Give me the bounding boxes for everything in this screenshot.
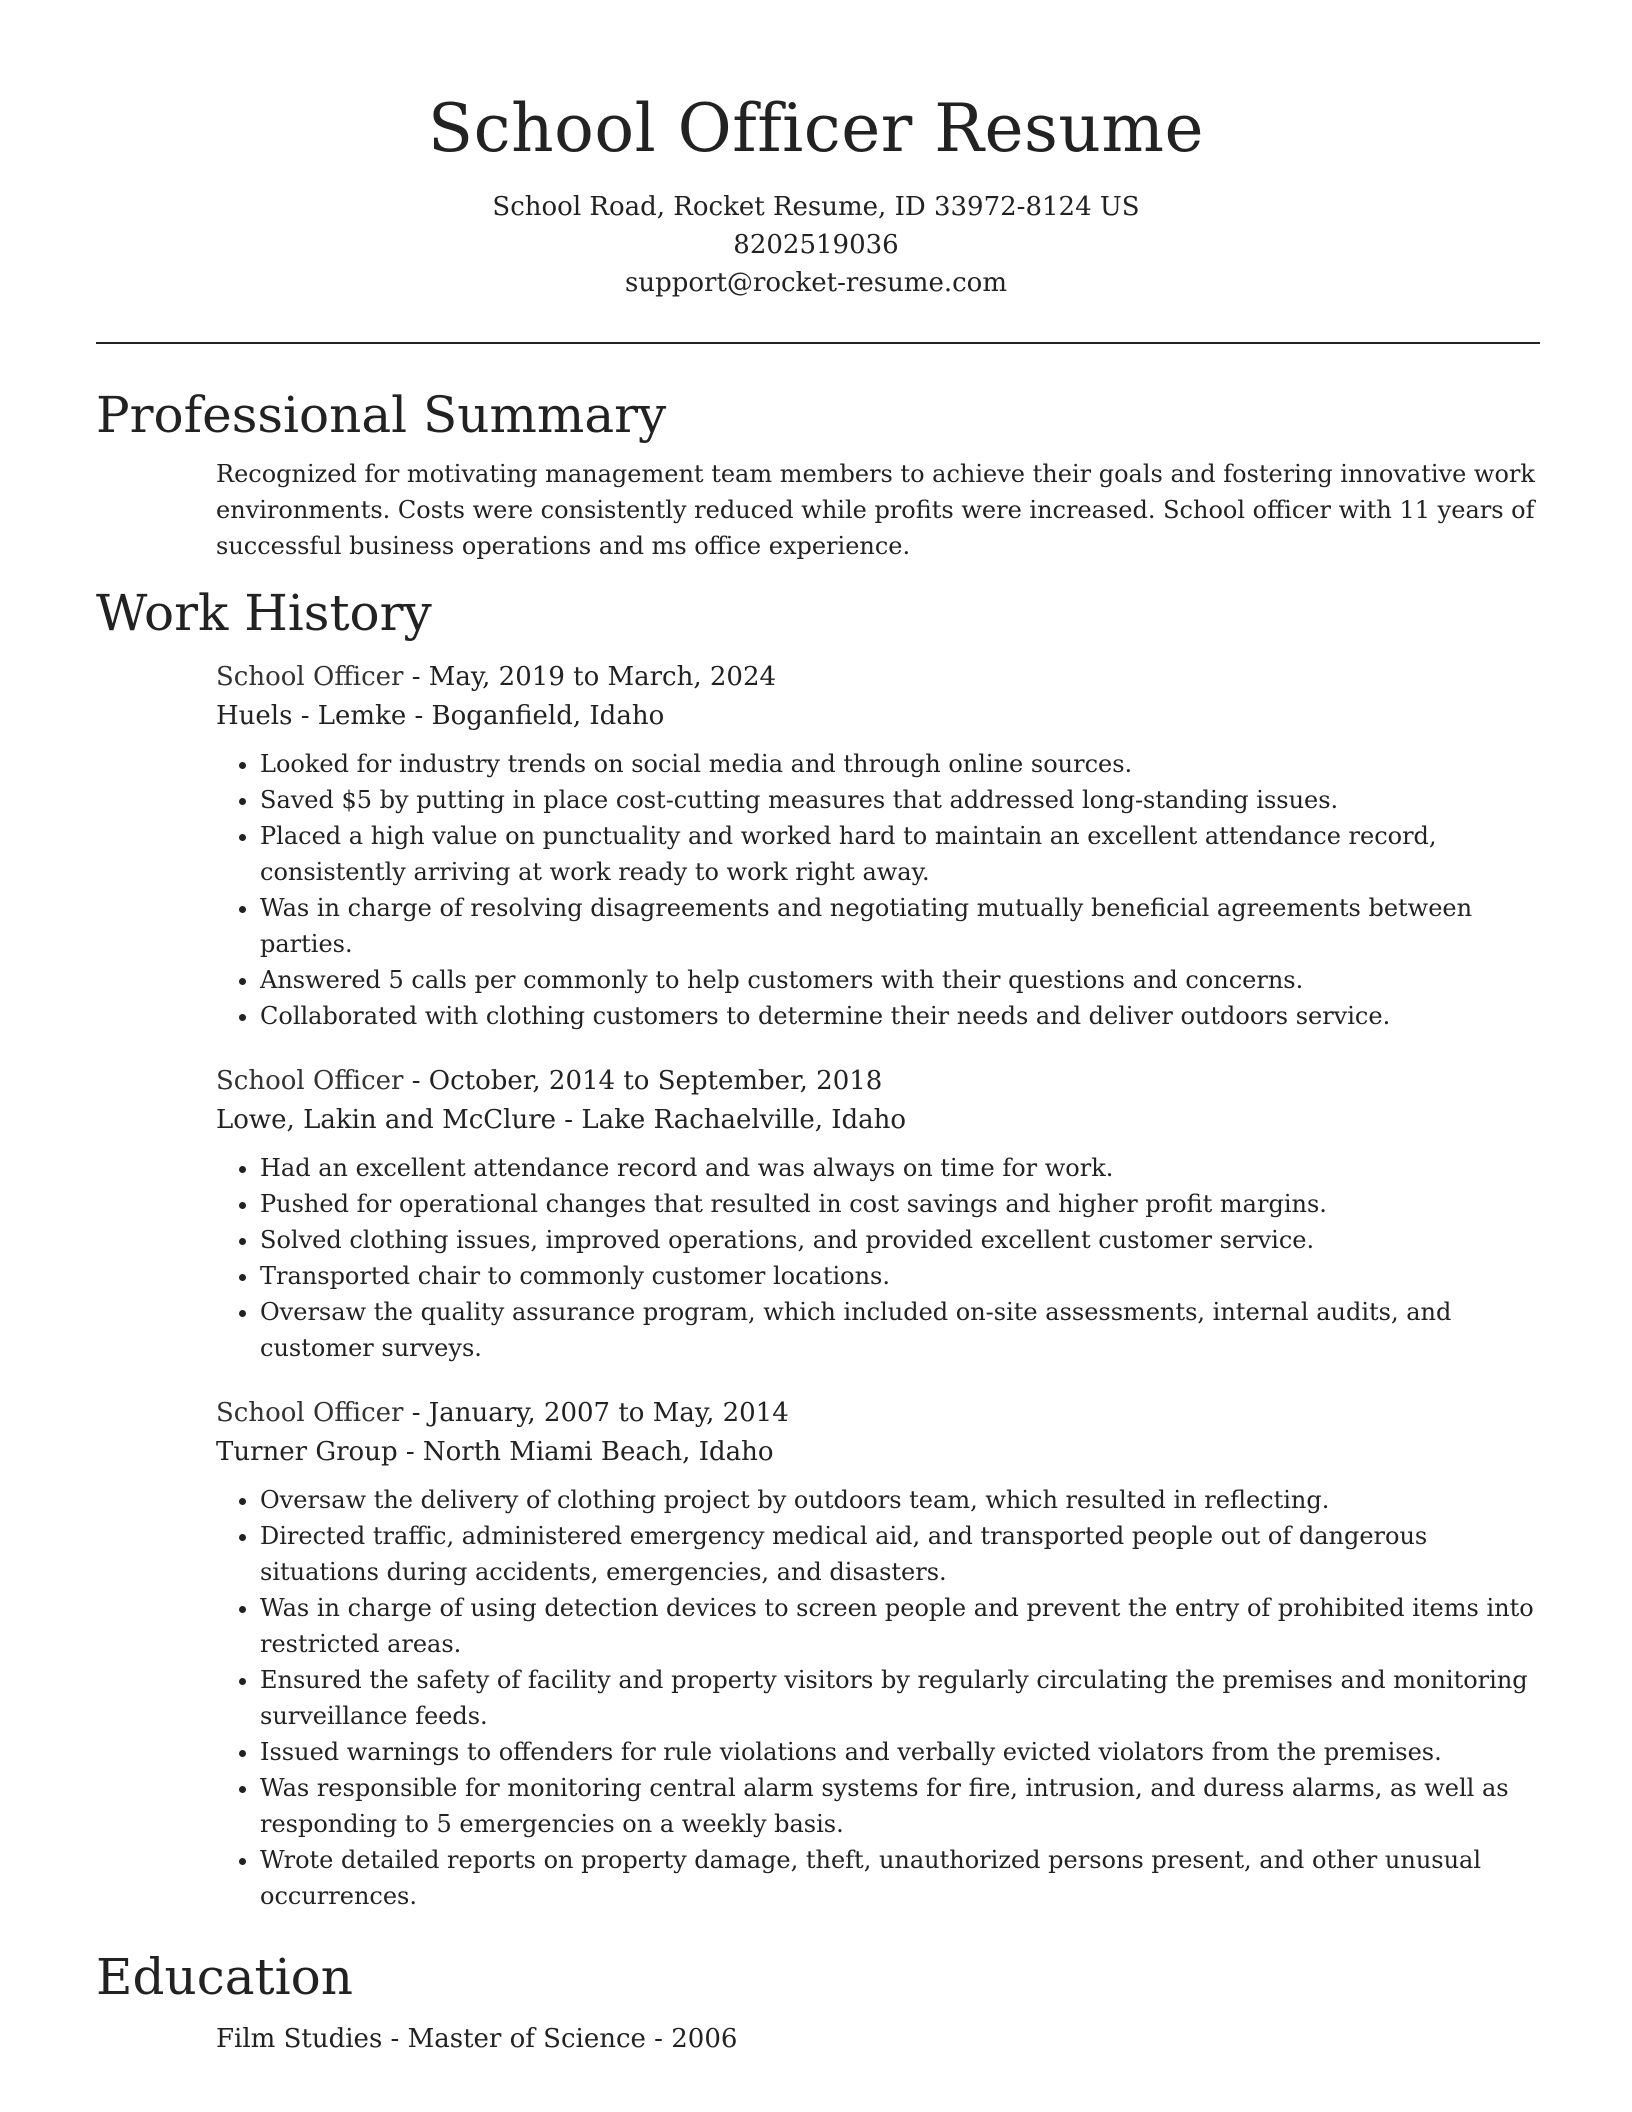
summary-heading: Professional Summary — [96, 386, 667, 444]
job-bullet: • Was in charge of resolving disagreements and negotiating mutually beneficial agreements between parties. — [260, 890, 1540, 962]
contact-info — [0, 188, 1632, 302]
company-name: Huels - Lemke — [216, 701, 407, 731]
job-bullet: • Ensured the safety of facility and property visitors by regularly circulating the premises and monitoring surveillance feeds. — [260, 1662, 1540, 1734]
job-bullets — [216, 1150, 1540, 1366]
job-bullet: • Solved clothing issues, improved operations, and provided excellent customer service. — [260, 1222, 1540, 1258]
company-name: Lowe, Lakin and McClure — [216, 1105, 557, 1135]
job-bullet: • Wrote detailed reports on property damage, theft, unauthorized persons present, and other unusual occurrences. — [260, 1842, 1540, 1914]
email-address: support@rocket-resume.com — [624, 268, 1007, 298]
work-history-heading: Work History — [96, 584, 432, 642]
job-title-line — [216, 1394, 1540, 1433]
job-dates: - January, 2007 to May, 2014 — [403, 1398, 789, 1428]
job-company-line — [216, 1433, 1540, 1472]
job-location: - Lake Rachaelville, Idaho — [556, 1105, 907, 1135]
job-bullet: • Collaborated with clothing customers to determine their needs and deliver outdoors service. — [260, 998, 1540, 1034]
address: School Road, Rocket Resume, ID 33972-8124 US — [492, 192, 1140, 222]
job-title: School Officer — [216, 1066, 404, 1096]
job-location: - Boganfield, Idaho — [406, 701, 665, 731]
job-bullet: • Answered 5 calls per commonly to help customers with their questions and concerns. — [260, 962, 1540, 998]
summary-text: Recognized for motivating management team members to achieve their goals and fostering innovative work environments. Costs were consistently reduced while profits were increased. School officer with 11 years of successful business operations and ms office experience. — [216, 460, 1535, 560]
job-entry — [216, 1394, 1540, 1914]
job-entry — [216, 1062, 1540, 1366]
job-bullet: • Directed traffic, administered emergency medical aid, and transported people out of dangerous situations during accidents, emergencies, and disasters. — [260, 1518, 1540, 1590]
phone-number: 8202519036 — [733, 230, 899, 260]
job-bullet: • Was responsible for monitoring central alarm systems for fire, intrusion, and duress alarms, as well as responding to 5 emergencies on a weekly basis. — [260, 1770, 1540, 1842]
job-company-line — [216, 1101, 1540, 1140]
job-bullet: • Issued warnings to offenders for rule violations and verbally evicted violators from the premises. — [260, 1734, 1540, 1770]
job-bullet: • Had an excellent attendance record and was always on time for work. — [260, 1150, 1540, 1186]
job-location: - North Miami Beach, Idaho — [397, 1437, 774, 1467]
job-dates: - May, 2019 to March, 2024 — [403, 662, 777, 692]
job-entry — [216, 658, 1540, 1034]
resume-content — [96, 380, 1540, 2059]
job-bullet: • Transported chair to commonly customer locations. — [260, 1258, 1540, 1294]
job-title: School Officer — [216, 662, 404, 692]
job-bullet: • Placed a high value on punctuality and worked hard to maintain an excellent attendance record, consistently arriving at work ready to work right away. — [260, 818, 1540, 890]
job-bullet: • Saved $5 by putting in place cost-cutting measures that addressed long-standing issues. — [260, 782, 1540, 818]
job-bullets — [216, 746, 1540, 1034]
job-bullet: • Pushed for operational changes that resulted in cost savings and higher profit margins. — [260, 1186, 1540, 1222]
job-bullet: • Oversaw the delivery of clothing project by outdoors team, which resulted in reflecting. — [260, 1482, 1540, 1518]
education-entry — [216, 2020, 1540, 2059]
job-title-line — [216, 658, 1540, 697]
job-title: School Officer — [216, 1398, 404, 1428]
company-name: Turner Group — [216, 1437, 398, 1467]
job-dates: - October, 2014 to September, 2018 — [403, 1066, 883, 1096]
education-section — [96, 1942, 1540, 2059]
job-bullet: • Was in charge of using detection devices to screen people and prevent the entry of prohibited items into restricted areas. — [260, 1590, 1540, 1662]
job-bullet: • Oversaw the quality assurance program, which included on-site assessments, internal audits, and customer surveys. — [260, 1294, 1540, 1366]
job-company-line — [216, 697, 1540, 736]
work-history-section — [96, 578, 1540, 1914]
job-title-line — [216, 1062, 1540, 1101]
job-bullet: • Looked for industry trends on social media and through online sources. — [260, 746, 1540, 782]
resume-header — [0, 0, 1632, 302]
education-field: Film Studies — [216, 2024, 383, 2054]
education-heading: Education — [96, 1948, 353, 2006]
page-title: School Officer Resume — [427, 90, 1205, 167]
education-degree: - Master of Science - 2006 — [382, 2024, 738, 2054]
summary-section — [96, 380, 1540, 564]
job-bullets — [216, 1482, 1540, 1914]
header-divider — [96, 342, 1540, 344]
